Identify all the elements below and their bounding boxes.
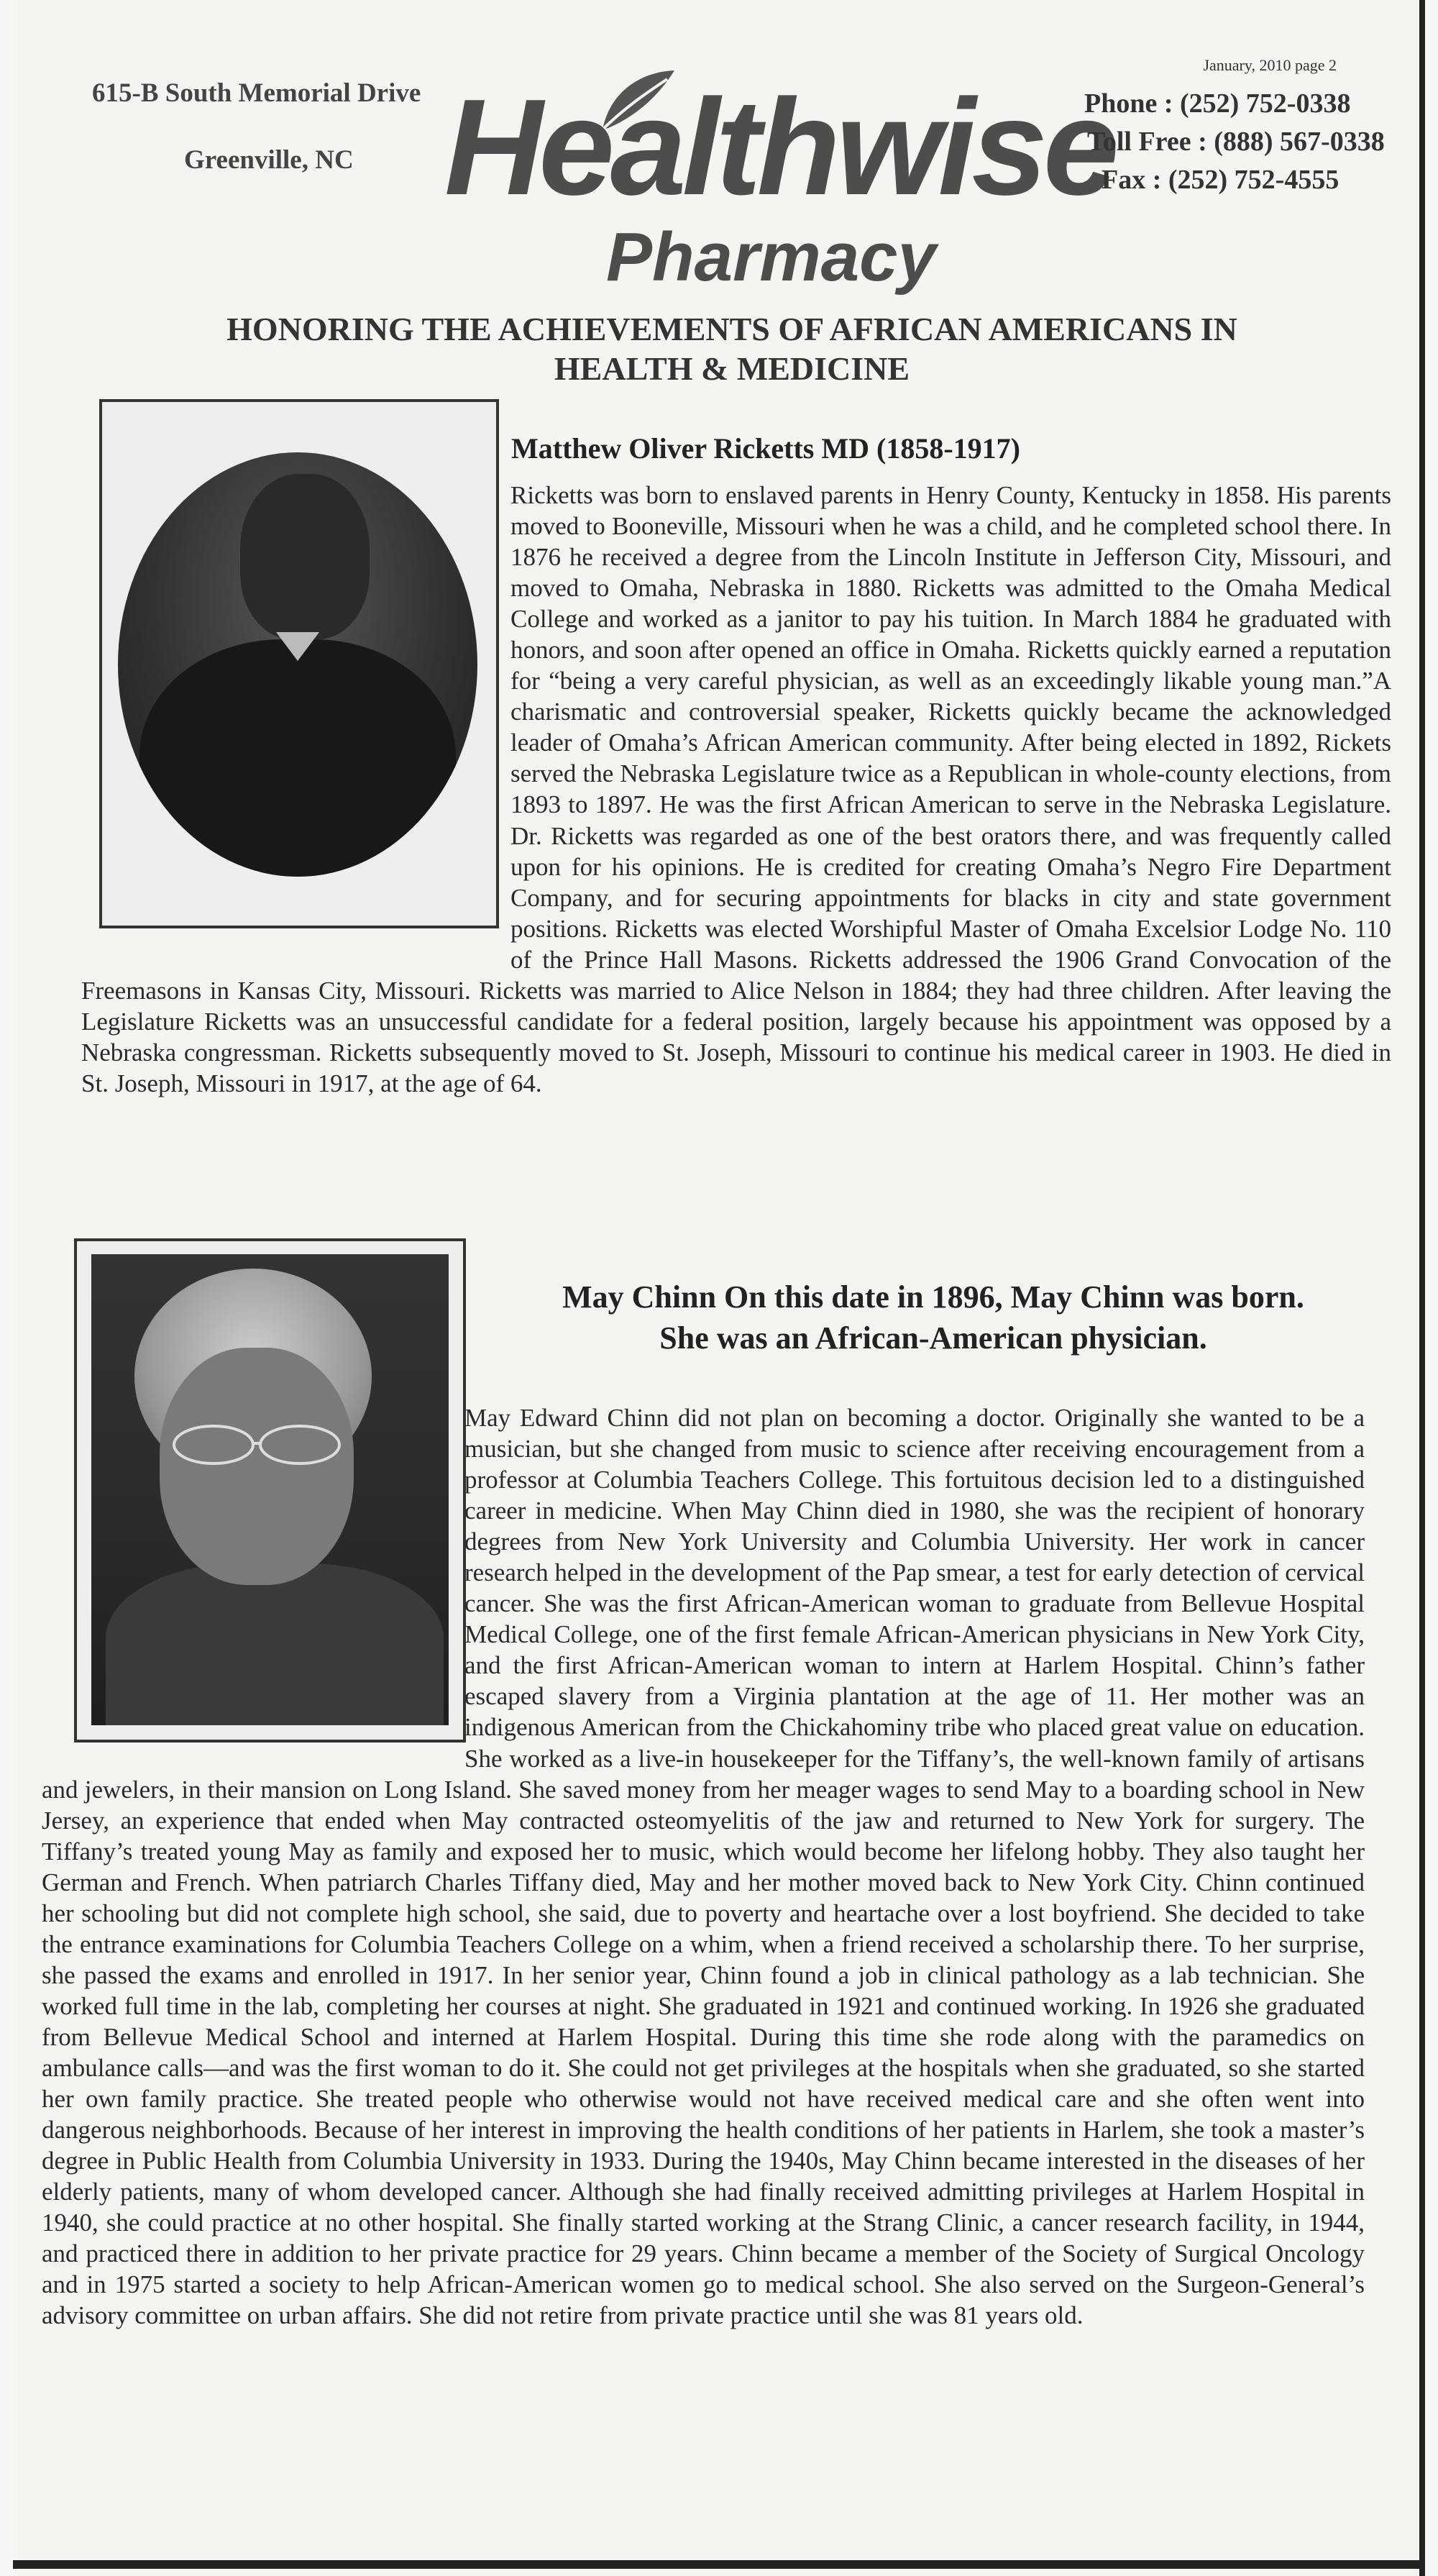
toll-free-number: Toll Free : (888) 567-0338	[1087, 127, 1385, 157]
banner-line-2: HEALTH & MEDICINE	[554, 350, 910, 388]
article-1-title: Matthew Oliver Ricketts MD (1858-1917)	[511, 432, 1020, 465]
article-2-text: May Edward Chinn did not plan on becoming a doctor. Originally she wanted to be a musician, but she changed from music to science after receiving encouragement from a professor at Columbia Teachers College. This fortuitous decision led to a distinguished career in medicine. When May Chinn died in 1980, she was the recipient of honorary degrees from New York University and Columbia University. Her work in cancer research helped in the development of the Pap smear, a test for early detection of cervical cancer. She was the first African-American woman to graduate from Bellevue Hospital Medical College, one of the first female African-American physicians in New York City, and the first African-American woman to intern at Harlem Hospital. Chinn’s father escaped slavery from a Virginia plantation at the age of 11. Her mother was an indigenous American from the Chickahominy tribe who placed great value on education. She worked as a live-in housekeeper for the Tiffany’s, the well-known family of artisans and jewelers, in their mansion on Long Island. She saved money from her meager wages to send May to a boarding school in New Jersey, an experience that ended when May contracted osteomyelitis of the jaw and returned to New York for surgery. The Tiffany’s treated young May as family and exposed her to music, which would become her lifelong hobby. They also taught her German and French. When patriarch Charles Tiffany died, May and her mother moved back to New York City. Chinn continued her schooling but did not complete high school, she said, due to poverty and heartache over a lost boyfriend. She decided to take the entrance examinations for Columbia Teachers College on a whim, when a friend received a scholarship there. To her surprise, she passed the exams and enrolled in 1917. In her senior year, Chinn found a job in clinical pathology as a lab technician. She worked full time in the lab, completing her courses at night. She graduated in 1921 and continued working. In 1926 she graduated from Bellevue Medical School and interned at Harlem Hospital. During this time she rode along with the paramedics on ambulance calls—and was the first woman to do it. She could not get privileges at the hospitals when she graduated, so she started her own family practice. She treated people who otherwise would not have received medical care and she often went into dangerous neighborhoods. Because of her interest in improving the health conditions of her patients in Harlem, she took a master’s degree in Public Health from Columbia University in 1933. During the 1940s, May Chinn became interested in the diseases of her elderly patients, many of whom developed cancer. Although she had finally received admitting privileges at Harlem Hospital in 1940, she could practice at no other hospital. She finally started working at the Strang Clinic, a cancer research facility, in 1944, and practiced there in addition to her private practice for 29 years. Chinn became a member of the Society of Surgical Oncology and in 1975 started a society to help African-American women go to medical school. She also served on the Surgeon-General’s advisory committee on urban affairs. She did not retire from private practice until she was 81 years old.	[42, 1404, 1365, 2330]
logo-name: Healthwise	[444, 71, 1115, 224]
pharmacy-address	[92, 78, 466, 175]
article-1-body	[81, 480, 1391, 1099]
phone-number: Phone : (252) 752-0338	[1084, 88, 1351, 119]
article-2-title-line-2: She was an African-American physician.	[659, 1320, 1207, 1356]
logo-subtitle: Pharmacy	[606, 219, 936, 296]
newsletter-page	[13, 0, 1425, 2576]
healthwise-logo	[444, 58, 1115, 309]
fax-number: Fax : (252) 752-4555	[1102, 165, 1339, 196]
article-2-body	[42, 1402, 1365, 2331]
banner-line-1: HONORING THE ACHIEVEMENTS OF AFRICAN AMERICANS IN	[226, 311, 1237, 347]
article-1-text: Ricketts was born to enslaved parents in Henry County, Kentucky in 1858. His parents moved to Booneville, Missouri when he was a child, and he completed school there. In 1876 he received a degree from the Lincoln Institute in Jefferson City, Missouri, and moved to Omaha, Nebraska in 1880. Ricketts was admitted to the Omaha Medical College and worked as a janitor to pay his tuition. In March 1884 he graduated with honors, and soon after opened an office in Omaha. Ricketts quickly earned a reputation for “being a very careful physician, as well as an exceedingly likable young man.”A charismatic and controversial speaker, Ricketts quickly became the acknowledged leader of Omaha’s African American community. After being elected in 1892, Rickets served the Nebraska Legislature twice as a Republican in whole-county elections, from 1893 to 1897. He was the first African American to serve in the Nebraska Legislature. Dr. Ricketts was regarded as one of the best orators there, and was frequently called upon for his opinions. He is credited for creating Omaha’s Negro Fire Department Company, and for securing appointments for blacks in city and state government positions. Ricketts was elected Worshipful Master of Omaha Excelsior Lodge No. 110 of the Prince Hall Masons. Ricketts addressed the 1906 Grand Convocation of the Freemasons in Kansas City, Missouri. Ricketts was married to Alice Nelson in 1884; they had three children. After leaving the Legislature Ricketts was an unsuccessful candidate for a federal position, largely because his appointment was opposed by a Nebraska congressman. Ricketts subsequently moved to St. Joseph, Missouri to continue his medical career in 1903. He died in St. Joseph, Missouri in 1917, at the age of 64.	[81, 481, 1391, 1097]
page-banner	[157, 309, 1307, 388]
article-2-title	[531, 1276, 1336, 1358]
address-street: 615-B South Memorial Drive	[92, 78, 421, 108]
bottom-rule	[13, 2560, 1422, 2569]
article-2-title-line-1: May Chinn On this date in 1896, May Chinn was born.	[562, 1279, 1304, 1315]
address-city: Greenville, NC	[184, 145, 354, 175]
page-date-number: January, 2010 page 2	[1203, 56, 1337, 74]
contact-info	[1084, 85, 1401, 200]
